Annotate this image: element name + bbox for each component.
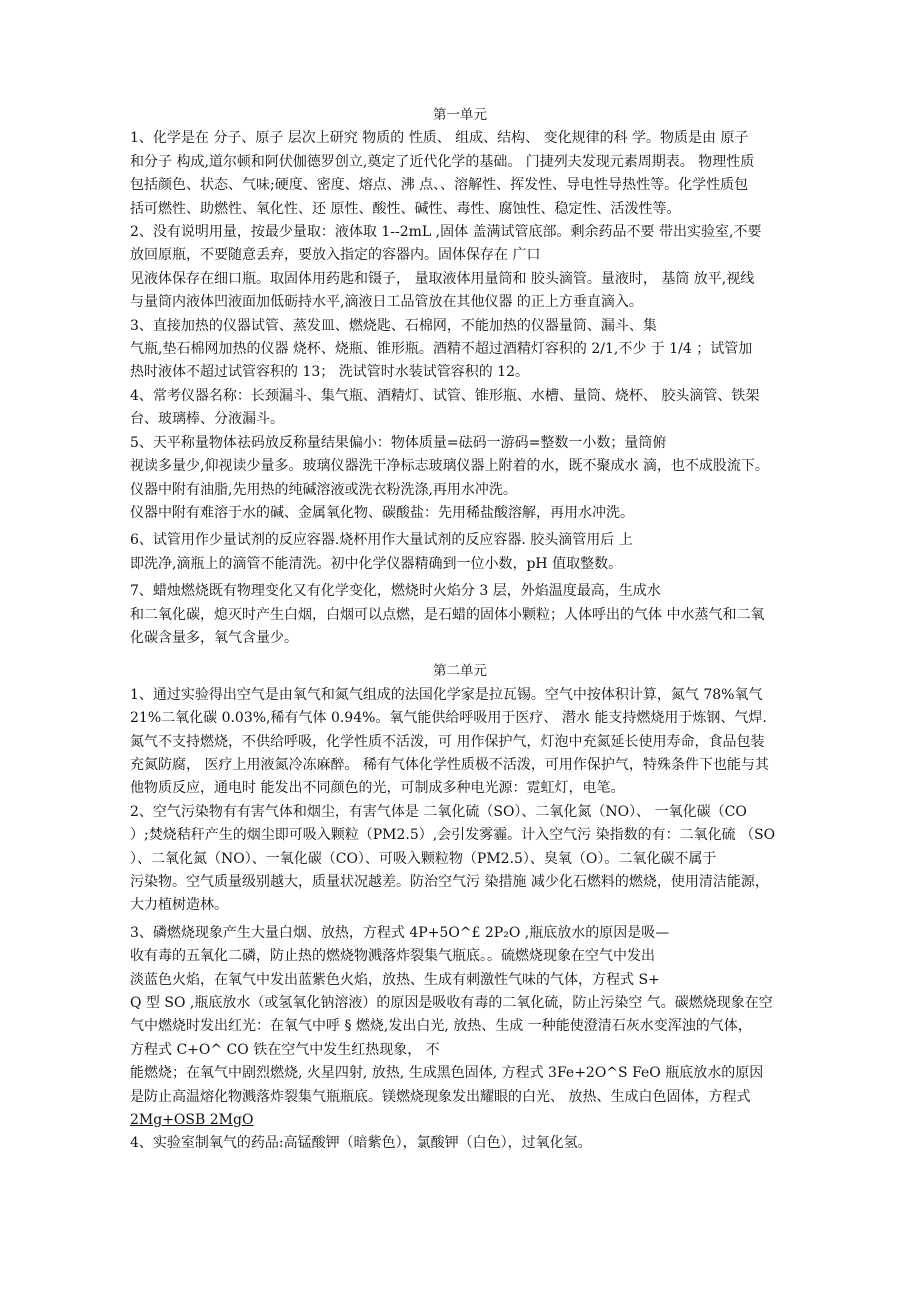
text-line: 和分子 构成,道尔顿和阿伏伽德罗创立,奠定了近代化学的基础。 门捷列夫发现元素周期表。 物理性质 [130, 153, 755, 170]
text-line: 3、直接加热的仪器试管、蒸发皿、燃烧匙、石棉网，不能加热的仪器量筒、漏斗、集 [130, 317, 657, 334]
unit-1-paragraph-2 [130, 221, 790, 315]
unit-1-paragraph-1 [130, 127, 790, 221]
unit-2-title: 第二单元 [433, 663, 487, 680]
text-line: 2、空气污染物有有害气体和烟尘，有害气体是 二氧化硫（SO）、二氧化氮（NO）、 一氧化碳（CO [130, 803, 747, 820]
text-line: 6、试管用作少量试剂的反应容器.烧杯用作大量试剂的反应容器. 胶头滴管用后 上 [130, 532, 633, 549]
text-line: 3、磷燃烧现象产生大量白烟、放热，方程式 4P+5O^£ 2P₂O ,瓶底放水的原因是吸— [130, 924, 670, 941]
text-line: 21%二氧化碳 0.03%,稀有气体 0.94%。氧气能供给呼吸用于医疗、 潜水 能支持燃烧用于炼钢、气焊. [130, 710, 767, 727]
text-line: 充氮防腐， 医疗上用液氮冷冻麻醉。 稀有气体化学性质极不活泼，可用作保护气，特殊条件下也能与其 [130, 756, 769, 773]
text-line: 放回原瓶，不要随意丢弃，要放入指定的容器内。固体保存在 广口 [130, 247, 541, 264]
text-line: 5、天平称量物体祛码放反称量结果偏小：物体质量=砝码一游码=整数一小数；量筒俯 [130, 434, 667, 451]
text-line: 包括颜色、状态、气味;硬度、密度、熔点、沸 点、、溶解性、挥发性、导电性导热性等。化学性质包 [130, 177, 749, 194]
text-line: Q 型 SO ,瓶底放水（或氢氧化钠溶液）的原因是吸收有毒的二氧化硫，防止污染空 气。碳燃烧现象在空 [130, 995, 773, 1012]
unit-1-paragraph-6 [130, 529, 790, 576]
unit-1-paragraph-7 [130, 580, 790, 650]
unit-2-paragraph-1 [130, 684, 790, 801]
text-line: 视读多量少,仰视读少量多。玻璃仪器洗干净标志玻璃仪器上附着的水，既不聚成水 滴，也不成股流下。 [130, 458, 769, 475]
text-line: 大力植树造林。 [130, 897, 228, 914]
text-line: 1、通过实验得出空气是由氧气和氮气组成的法国化学家是拉瓦锡。空气中按体积计算，氮气 78%氧气 [130, 686, 763, 703]
text-line: 1、化学是在 分子、原子 层次上研究 物质的 性质、 组成、结构、 变化规律的科 学。物质是由 原子 [130, 130, 749, 147]
text-line: 热时液体不超过试管容积的 13； 洗试管时水装试管容积的 12。 [130, 364, 529, 381]
text-line: 4、实验室制氧气的药品:高锰酸钾（暗紫色），氯酸钾（白色），过氧化氢。 [130, 1135, 592, 1152]
text-line: 方程式 C+O^ CO 铁在空气中发生红热现象， 不 [130, 1041, 440, 1058]
unit-2-paragraph-4 [130, 1132, 790, 1155]
text-line: 收有毒的五氧化二磷，防止热的燃烧物溅落炸裂集气瓶底。。硫燃烧现象在空气中发出 [130, 948, 655, 965]
text-line: 氮气不支持燃烧，不供给呼吸，化学性质不活泼，可 用作保护气，灯泡中充氮延长使用寿命，食品包装 [130, 733, 765, 750]
unit-1-paragraph-4 [130, 385, 790, 432]
text-line: 仪器中附有难溶于水的碱、金属氧化物、碳酸盐：先用稀盐酸溶解，再用水冲洗。 [130, 504, 634, 521]
text-line: 气瓶,垫石棉网加热的仪器 烧杯、烧瓶、锥形瓶。酒精不超过酒精灯容积的 2/1,不少 于 1/4 ；试管加 [130, 341, 753, 358]
text-line: ）;焚烧秸秆产生的烟尘即可吸入颗粒（PM2.5）,会引发雾霾。计入空气污 染指数的有：二氧化硫 （SO [130, 827, 776, 844]
text-line: 污染物。空气质量级别越大，质量状况越差。防治空气污 染措施 减少化石燃料的燃烧，使用清洁能源， [130, 874, 769, 890]
unit-2-paragraph-3 [130, 922, 790, 1133]
unit-1-paragraph-5 [130, 432, 790, 526]
text-line: 2、没有说明用量，按最少量取：液体取 1--2mL ,固体 盖满试管底部。剩余药品不要 带出实验室,不要 [130, 224, 762, 241]
document-body [130, 104, 790, 1156]
text-line: 能燃烧；在氧气中剧烈燃烧, 火星四射, 放热, 生成黑色固体, 方程式 3Fe+2O^S FeO 瓶底放水的原因 [130, 1065, 764, 1082]
unit-1-paragraph-3 [130, 315, 790, 385]
text-line: 他物质反应，通电时 能发出不同颜色的光，可制成多种电光源：霓虹灯，电笔。 [130, 780, 625, 797]
text-line: 台、玻璃棒、分液漏斗。 [130, 411, 284, 428]
text-line: 仪器中附有油脂,先用热的纯碱溶液或洗衣粉洗涤,再用水冲洗。 [130, 481, 517, 498]
text-line: 4、常考仪器名称：长颈漏斗、集气瓶、酒精灯、试管、锥形瓶、水槽、量筒、烧杯、 胶头滴管、铁架 [130, 387, 760, 404]
text-line: 淡蓝色火焰，在氧气中发出蓝紫色火焰，放热、生成有刺激性气味的气体，方程式 S+ [130, 971, 660, 988]
text-line: 7、蜡烛燃烧既有物理变化又有化学变化，燃烧时火焰分 3 层，外焰温度最高，生成水 [130, 583, 661, 600]
text-line: 见液体保存在细口瓶。取固体用药匙和镊子， 量取液体用量筒和 胶头滴管。量液时， 基筒 放平,视线 [130, 270, 755, 287]
spacer [130, 650, 790, 660]
text-line: 是防止高温熔化物溅落炸裂集气瓶瓶底。镁燃烧现象发出耀眼的白光、 放热、生成白色固体，方程式 [130, 1088, 751, 1105]
text-line: 化碳含量多，氧气含量少。 [130, 629, 298, 646]
text-line: 括可燃性、助燃性、氧化性、还 原性、酸性、碱性、毒性、腐蚀性、稳定性、活泼性等。 [130, 200, 681, 217]
text-line: 与量筒内液体凹液面加低砺持水平,滴液日工品管放在其他仪器 的正上方垂直滴入。 [130, 294, 643, 311]
text-line: 和二氧化碳，熄灭时产生白烟，白烟可以点燃，是石蜡的固体小颗粒；人体呼出的气体 中水蒸气和二氧 [130, 606, 765, 623]
text-line: 即洗净,滴瓶上的滴管不能清洗。初中化学仪器精确到一位小数，pH 值取整数。 [130, 555, 623, 572]
text-line: 2Mg+OSB 2MgO [130, 1112, 254, 1129]
text-line: ）、二氧化氮（NO）、一氧化碳（CO）、可吸入颗粒物（PM2.5）、臭氧（O）。二氧化碳不属于 [130, 850, 717, 867]
text-line: 气中燃烧时发出红光：在氧气中呼 § 燃烧,发出白光, 放热、生成 一种能使澄清石灰水变浑浊的气体， [130, 1018, 752, 1035]
unit-2-paragraph-2 [130, 801, 790, 918]
unit-1-title: 第一单元 [433, 107, 487, 123]
